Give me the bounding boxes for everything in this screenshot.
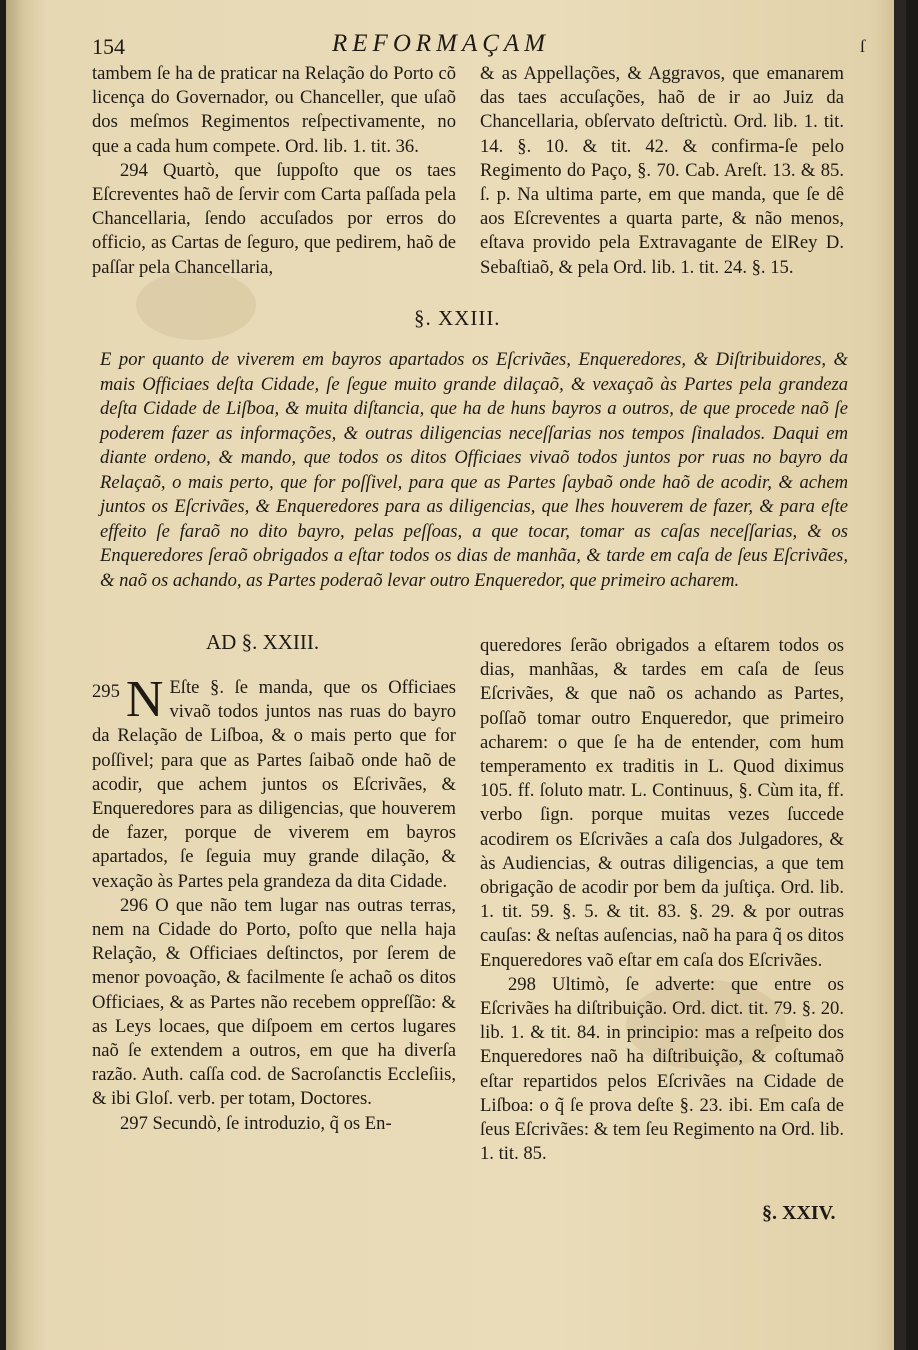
paragraph-294: 294 Quartò, que ſuppoſto que os taes Eſcreventes haõ de ſervir com Carta paſſada pela Chancellaria, ſendo accuſados por erros do officio, as Cartas de ſeguro, que pedirem, haõ de paſſar pela Chancellaria, [92,159,456,278]
bottom-right-column [480,634,844,1166]
paragraph-number: 295 [92,681,120,702]
paragraph-continued: queredores ſerão obrigados a eſtarem todos os dias, manhãas, & tardes em caſa de ſeus Eſcrivães, & que naõ os achando as Partes, poſſaõ tomar outro Enqueredor, que primeiro acharem: o que ſe ha de entender, com hum temperamento ex traditis in L. Quod diximus 105. ff. ſoluto matr. L. Continuus, §. Cùm ita, ff. verbo ſign. porque muitas vezes ſuccede acodirem os Eſcrivães a caſa dos Julgadores, & às Audiencias, & outras diligencias, a que tem obrigação de acodir por bem da juſtiça. Ord. lib. 1. tit. 59. §. 5. & tit. 83. §. 29. & por outras cauſas: & neſtas auſencias, naõ ha para q̃ os ditos Enqueredores vaõ eſtar em caſa dos Eſcrivães. [480,635,844,971]
paragraph-text: Eſte §. ſe manda, que os Officiaes vivaõ todos juntos nas ruas do bayro da Relação de Liſboa, & o mais perto que for poſſivel; para que as Partes ſaibaõ onde haõ de acodir, que achem juntos os Eſcrivães, & Enqueredores para as diligencias, que houverem de fazer, porque de viverem em bayros apartados, ſe ſeguia muy grande dilação, & vexação às Partes pela grandeza da dita Cidade. [92,677,456,892]
page-header [6,28,906,62]
top-left-column [92,62,456,280]
page-edge [894,0,906,1350]
decree-text: E por quanto de viverem em bayros apartados os Eſcrivães, Enqueredores, & Diſtribuidores, & mais Officiaes deſta Cidade, ſe ſegue muito grande dilaçaõ, & vexaçaõ às Partes pela grandeza deſta Cidade de Liſboa, & muita diſtancia, que ha de huns bayros a outros, de que procede naõ ſe poderem fazer as informações, & outras diligencias neceſſarias nos tempos ſinalados. Daqui em diante ordeno, & mando, que todos os ditos Officiaes vivaõ todos juntos por ruas no bayro da Relaçaõ, o mais perto, que for poſſivel, para que as Partes ſaybaõ onde haõ de acodir, & achem juntos os Eſcrivães, & Enqueredores para as diligencias, que lhes houverem de fazer, & para eſte effeito ſe faraõ no dito bayro, pelas peſſoas, a que tocar, tomar as caſas neceſſarias, & os Enqueredores ſeraõ obrigados a eſtar todos os dias de manhãa, & tarde em caſa de ſeus Eſcrivães, & naõ os achando, as Partes poderaõ levar outro Enqueredor, que primeiro acharem. [100,349,848,591]
paragraph-continued: tambem ſe ha de praticar na Relação do Porto cõ licença do Governador, ou Chanceller, que uſaõ dos meſmos Regimentos reſpectivamente, no que a cada hum compete. Ord. lib. 1. tit. 36. [92,63,456,157]
paragraph-295 [92,671,456,894]
section-heading-xxiii: §. XXIII. [414,306,501,330]
commentary-heading: AD §. XXIII. [206,630,320,654]
paper-stain [136,270,256,340]
page-number: 154 [92,34,125,59]
catchword: §. XXIV. [762,1202,836,1224]
paragraph-296: 296 O que não tem lugar nas outras terras, nem na Cidade do Porto, poſto que nella haja Relação, & Officiaes deſtinctos, por ſerem de menor povoação, & facilmente ſe achaõ os ditos Officiaes, & as Partes não recebem oppreſſão: & as Leys locaes, que diſpoem em certos lugares naõ ſe extendem a outros, em que ha diverſa razão. Auth. caſſa cod. de Sacroſanctis Eccleſiis, & ibi Gloſ. verb. per totam, Doctores. [92,894,456,1110]
margin-mark: ſ [860,36,866,56]
paragraph-298: 298 Ultimò, ſe adverte: que entre os Eſcrivães ha diſtribuição. Ord. dict. tit. 79. §. 20. lib. 1. & tit. 84. in principio: mas a reſpeito dos Enqueredores naõ ha diſtribuição, & coſtumaõ eſtar repartidos pelos Eſcrivães na Cidade de Liſboa: o q̃ ſe prova deſte §. 23. ibi. Em caſa de ſeus Eſcrivães: & tem ſeu Regimento na Ord. lib. 1. tit. 85. [480,973,844,1165]
paragraph-continued: & as Appellações, & Aggravos, que emanarem das taes accuſações, haõ de ir ao Juiz da Chancellaria, obſervato deſtrictù. Ord. lib. 1. tit. 14. §. 10. & tit. 42. & confirma-ſe pelo Regimento do Paço, §. 70. Cab. Areſt. 13. & 85. ſ. p. Na ultima parte, em que manda, que ſe dê aos Eſcreventes a quarta parte, & não menos, eſtava provido pela Extravagante de ElRey D. Sebaſtiaõ, & pela Ord. lib. 1. tit. 24. §. 15. [480,63,844,278]
paragraph-297: 297 Secundò, ſe introduzio, q̃ os En- [120,1112,392,1134]
top-right-column [480,62,844,280]
book-page [6,0,906,1350]
drop-capital: N [125,671,164,728]
bottom-left-column [92,671,456,1136]
running-head: REFORMAÇAM [332,30,551,57]
